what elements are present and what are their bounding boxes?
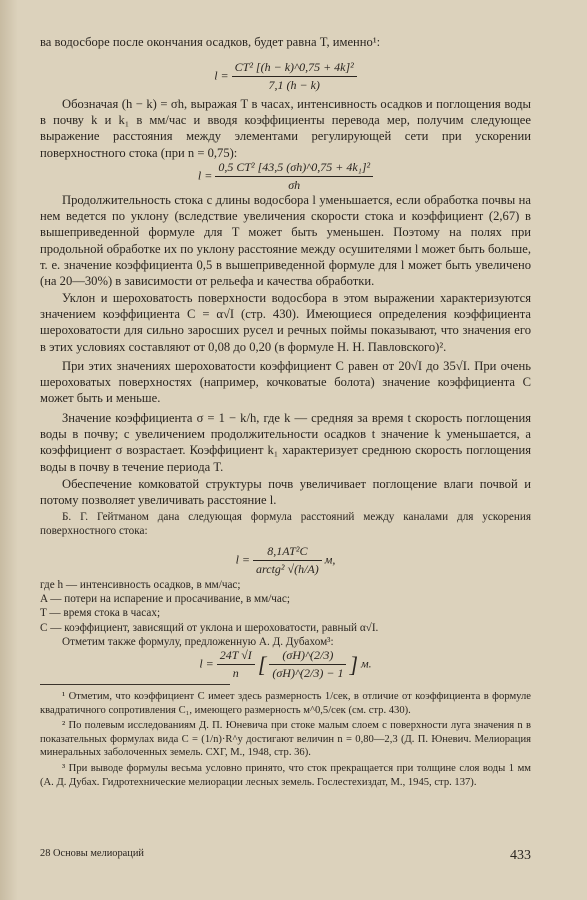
- formula-4-bracket-open: [: [257, 652, 267, 677]
- paragraph-6: [40, 410, 531, 475]
- formula-4: [40, 648, 531, 681]
- formula-4-unit: м.: [361, 656, 372, 671]
- definition-a: A — потери на испарение и просачивание, в мм/час;: [40, 593, 290, 606]
- footnote-1: ¹ Отметим, что коэффициент C имеет здесь размерность 1/сек, в отличие от коэффициента в формуле квадратичного сопротивления C₁, имеющего размерность м^0,5/сек (см. стр. 430).: [40, 691, 531, 716]
- paragraph-5: [40, 358, 531, 407]
- definitions-list: [40, 578, 531, 649]
- formula-4-bracket-numerator: (σH)^(2/3): [269, 648, 346, 665]
- text-p1: ва водосборе после окончания осадков, будет равна T, именно¹:: [40, 35, 381, 49]
- formula-3-numerator: 8,1AT²C: [253, 544, 322, 561]
- footnote-divider: [40, 684, 230, 685]
- paragraph-2: [40, 96, 531, 161]
- text-p6: Значение коэффициента σ = 1 − k/h, где k — средняя за время t скорость поглощения воды в почву; с увеличением продолжительности осадков t значение k уменьшается, а коэффициент σ возрастает. Коэффициент k₁ характеризует среднюю скорость поглощения воды в почву в течение периода T.: [40, 411, 531, 474]
- paragraph-8: [40, 510, 531, 538]
- formula-1-numerator: CT² [(h − k)^0,75 + 4k]²: [232, 60, 357, 77]
- formula-4-bracket-denominator: (σH)^(2/3) − 1: [272, 666, 344, 680]
- text-p4: Уклон и шероховатость поверхности водосбора в этом выражении характеризуются значением коэффициента C = α√I (стр. 430). Имеющиеся определения коэффициента шероховатости для сильно заросших русел и речных поймы показывают, что значения его в этих условиях составляют от 0,08 до 0,20 (в формуле Н. Н. Павловского)².: [40, 291, 531, 354]
- paragraph-intro: [40, 34, 531, 50]
- footnote-3: ³ При выводе формулы весьма условно принято, что сток прекращается при толщине слоя воды 1 мм (А. Д. Дубах. Гидротехнические мелиорации лесных земель. Гослестехиздат, М., 1945, стр. 137).: [40, 762, 531, 788]
- paragraph-4: [40, 290, 531, 355]
- formula-1: [40, 60, 531, 93]
- formula-2-lhs: l =: [197, 168, 213, 183]
- paragraph-7: [40, 476, 531, 508]
- definition-c: C — коэффициент, зависящий от уклона и шероховатости, равный α√I.: [40, 621, 379, 634]
- formula-1-fraction: [232, 60, 357, 93]
- paragraph-3: [40, 192, 531, 289]
- text-p7: Обеспечение комковатой структуры почв увеличивает поглощение влаги почвой и потому позволяет увеличивать расстояние l.: [40, 477, 531, 508]
- footnote-2: ² По полевым исследованиям Д. П. Юневича при стоке малым слоем с поверхности луга значения n в показательных формулах вида C = (1/n)·R^y достигают величин n = 0,80—2,3 (Д. П. Юневич. Мелиорация минеральных заболоченных земель. СХГ, М., 1948, стр. 36).: [40, 720, 531, 759]
- text-p8: Б. Г. Гейтманом дана следующая формула расстояний между каналами для ускорения поверхностного стока:: [40, 511, 531, 538]
- formula-2-numerator: 0,5 CT² [43,5 (σh)^0,75 + 4k₁]²: [215, 160, 373, 177]
- formula-3-lhs: l =: [235, 552, 251, 567]
- text-p9: Отметим также формулу, предложенную А. Д. Дубахом³:: [62, 635, 334, 648]
- formula-4-fraction: [217, 648, 255, 681]
- definition-h: где h — интенсивность осадков, в мм/час;: [40, 579, 241, 591]
- page-number: 433: [510, 848, 531, 863]
- formula-4-denominator: n: [232, 666, 239, 680]
- formula-4-lhs: l =: [199, 656, 214, 671]
- formula-3-unit: м,: [324, 552, 336, 567]
- definition-t: T — время стока в часах;: [40, 607, 161, 620]
- formula-3-fraction: [253, 544, 322, 577]
- text-p3: Продолжительность стока с длины водосбора l уменьшается, если обработка почвы на нем ведется по уклону (вследствие увеличения скорости стока и коэффициент (2,67) в вышеприведенной формуле для T может быть уменьшен. Поэтому на полях при продольной обработке их по уклону расстояние между осушителями l может быть больше, т. е. значение коэффициента 0,5 в вышеприведенной формуле для l может быть увеличено (на 20—30%) в зависимости от рельефа и качества обработки.: [40, 193, 531, 289]
- formula-4-bracket-fraction: [269, 648, 346, 681]
- formula-2-fraction: [215, 160, 373, 193]
- footer-signature: 28 Основы мелиораций: [40, 848, 144, 859]
- footnotes: [40, 690, 531, 789]
- formula-3: [40, 544, 531, 577]
- formula-3-denominator: arctg² √(h/A): [256, 562, 319, 576]
- text-p5: При этих значениях шероховатости коэффициент C равен от 20√I до 35√I. При очень шероховатых поверхностях (например, кочковатые болота) значение коэффициента C может быть и меньше.: [40, 359, 531, 406]
- formula-4-bracket-close: ]: [349, 652, 358, 677]
- formula-1-lhs: l =: [214, 68, 229, 83]
- formula-1-denominator: 7,1 (h − k): [268, 78, 320, 92]
- formula-2: [40, 160, 531, 193]
- formula-4-numerator: 24T √I: [217, 648, 255, 665]
- text-p2: Обозначая (h − k) = σh, выражая T в часах, интенсивность осадков и поглощения воды в почву k и k₁ в мм/час и вводя коэффициенты перевода мер, получим следующее выражение расстояния между элементами регулирующей сети при ускорении поверхностного стока (при n = 0,75):: [40, 97, 531, 160]
- formula-2-denominator: σh: [288, 178, 301, 192]
